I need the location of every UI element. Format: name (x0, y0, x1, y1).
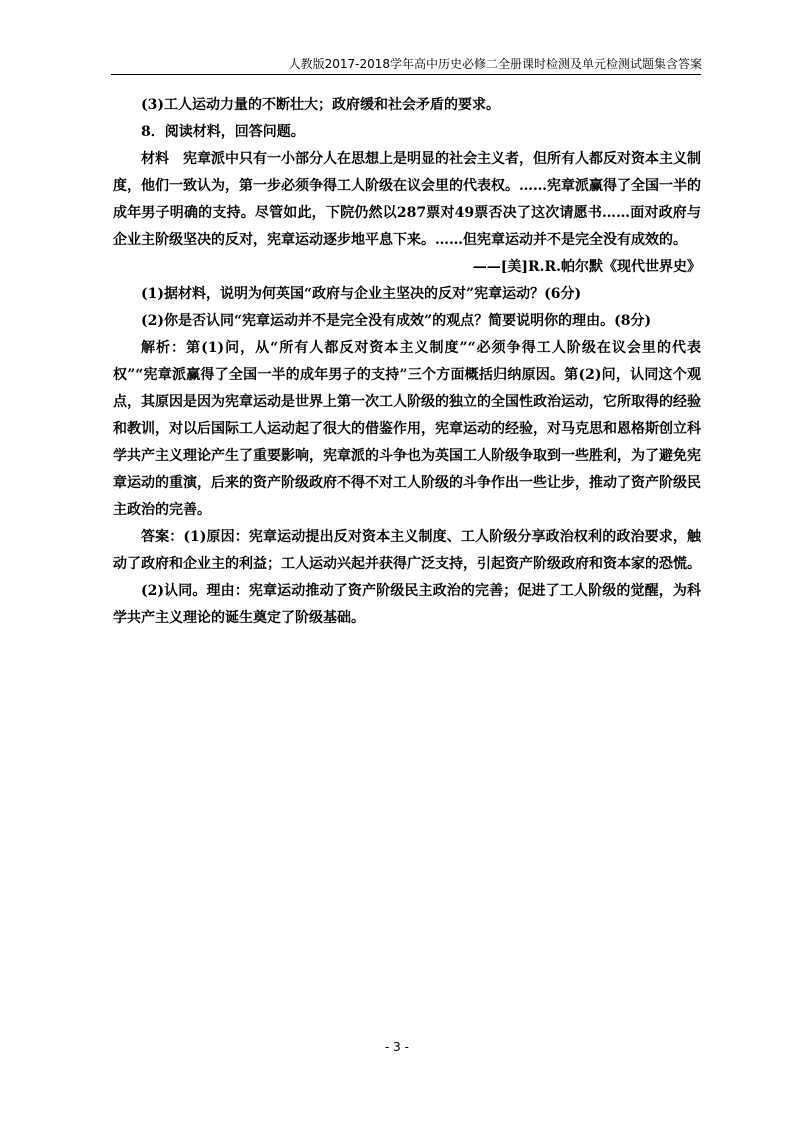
source-material: 材料 宪章派中只有一小部分人在思想上是明显的社会主义者，但所有人都反对资本主义制度，他们一致认为，第一步必须争得工人阶级在议会里的代表权。……宪章派赢得了全国一半的成年男子明确的支持。尽管如此，下院仍然以287票对49票否决了这次请愿书……面对政府与企业主阶级坚决的反对，宪章运动逐步地平息下来。……但宪章运动并不是完全没有成效的。 (113, 151, 701, 248)
document-body (113, 92, 701, 632)
answer-paragraph-2: (2)认同。理由：宪章运动推动了资产阶级民主政治的完善；促进了工人阶级的觉醒，为科学共产主义理论的诞生奠定了阶级基础。 (113, 583, 701, 626)
analysis-paragraph: 解析：第(1)问，从“所有人都反对资本主义制度”“必须争得工人阶级在议会里的代表权”“宪章派赢得了全国一半的成年男子的支持”三个方面概括归纳原因。第(2)问，认同这个观点，其原因是因为宪章运动是世界上第一次工人阶级的独立的全国性政治运动，它所取得的经验和教训，对以后国际工人运动起了很大的借鉴作用，宪章运动的经验，对马克思和恩格斯创立科学共产主义理论产生了重要影响，宪章派的斗争也为英国工人阶级争取到一些胜利，为了避免宪章运动的重演，后来的资产阶级政府不得不对工人阶级的斗争作出一些让步，推动了资产阶级民主政治的完善。 (113, 340, 701, 518)
document-header-title: 人教版2017-2018学年高中历史必修二全册课时检测及单元检测试题集含答案 (288, 57, 702, 71)
source-attribution: ——[美]R.R.帕尔默《现代世界史》 (472, 259, 701, 275)
question-8-part-2: (2)你是否认同“宪章运动并不是完全没有成效”的观点？简要说明你的理由。(8分) (141, 313, 652, 329)
answer-part-3: (3)工人运动力量的不断壮大；政府缓和社会矛盾的要求。 (141, 97, 500, 113)
answer-paragraph-1: 答案：(1)原因：宪章运动提出反对资本主义制度、工人阶级分享政治权利的政治要求，触动了政府和企业主的利益；工人运动兴起并获得广泛支持，引起资产阶级政府和资本家的恐慌。 (113, 529, 701, 572)
question-8-heading: 8．阅读材料，回答问题。 (141, 124, 305, 140)
question-8-part-1: (1)据材料，说明为何英国“政府与企业主坚决的反对”宪章运动？(6分) (141, 286, 582, 302)
page-number: - 3 - (385, 1040, 409, 1054)
header-divider (111, 74, 701, 75)
